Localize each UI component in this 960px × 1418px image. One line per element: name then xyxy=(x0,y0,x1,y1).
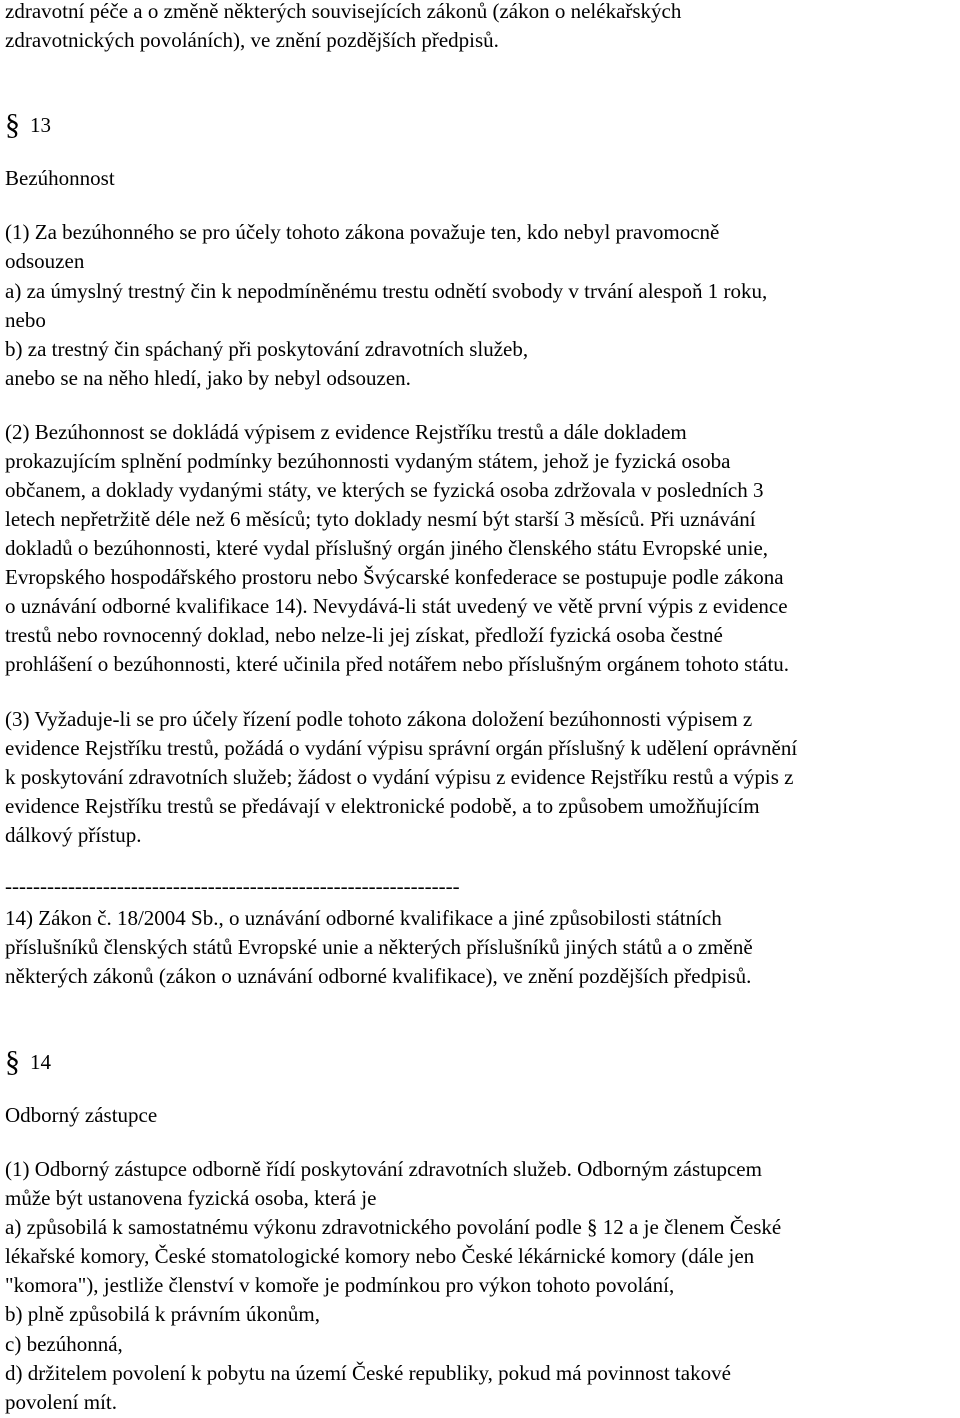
paragraph-line: "komora"), jestliže členství v komoře je podmínkou pro výkon tohoto povolání, xyxy=(5,1273,675,1297)
paragraph-line: d) držitelem povolení k pobytu na území České republiky, pokud má povinnost takové xyxy=(5,1361,731,1385)
paragraph-line: dokladů o bezúhonnosti, které vydal příslušný orgán jiného členského státu Evropské unie, xyxy=(5,536,769,560)
section-13-title: Bezúhonnost xyxy=(5,166,115,190)
paragraph-line: trestů nebo rovnocenný doklad, nebo nelze-li jej získat, předloží fyzická osoba čestné xyxy=(5,623,723,647)
paragraph-line: evidence Rejstříku trestů, požádá o vydání výpisu správní orgán příslušný k udělení oprávnění xyxy=(5,736,798,760)
paragraph-line: lékařské komory, České stomatologické komory nebo České lékárnické komory (dále jen xyxy=(5,1244,755,1268)
paragraph-line: (2) Bezúhonnost se dokládá výpisem z evidence Rejstříku trestů a dále dokladem xyxy=(5,420,687,444)
footnote-separator: ----------------------------------------------------------------- xyxy=(5,874,460,898)
paragraph-line: letech nepřetržitě déle než 6 měsíců; tyto doklady nesmí být starší 3 měsíců. Při uznávání xyxy=(5,507,756,531)
paragraph-line: a) za úmyslný trestný čin k nepodmíněnému trestu odnětí svobody v trvání alespoň 1 roku, xyxy=(5,279,768,303)
section-mark: § xyxy=(5,1045,20,1078)
paragraph-line: (1) Za bezúhonného se pro účely tohoto zákona považuje ten, kdo nebyl pravomocně xyxy=(5,220,720,244)
paragraph-line: o uznávání odborné kvalifikace 14). Nevydává-li stát uvedený ve větě první výpis z evidence xyxy=(5,594,788,618)
paragraph-line: anebo se na něho hledí, jako by nebyl odsouzen. xyxy=(5,366,411,390)
paragraph-line: prohlášení o bezúhonnosti, které učinila před notářem nebo příslušným orgánem tohoto státu. xyxy=(5,652,790,676)
paragraph-line: dálkový přístup. xyxy=(5,823,142,847)
paragraph-line: občanem, a doklady vydanými státy, ve kterých se fyzická osoba zdržovala v posledních 3 xyxy=(5,478,764,502)
section-14-title: Odborný zástupce xyxy=(5,1103,158,1127)
paragraph-line: (3) Vyžaduje-li se pro účely řízení podle tohoto zákona doložení bezúhonnosti výpisem z xyxy=(5,707,753,731)
footnote-line: 14) Zákon č. 18/2004 Sb., o uznávání odborné kvalifikace a jiné způsobilosti státních xyxy=(5,906,722,930)
paragraph-line: prokazujícím splnění podmínky bezúhonnosti vydaným státem, jehož je fyzická osoba xyxy=(5,449,731,473)
section-number: 13 xyxy=(30,113,51,137)
paragraph-line: povolení mít. xyxy=(5,1390,117,1414)
section-number: 14 xyxy=(30,1050,51,1074)
section-mark: § xyxy=(5,108,20,141)
paragraph-line: nebo xyxy=(5,308,46,332)
paragraph-line: Evropského hospodářského prostoru nebo Švýcarské konfederace se postupuje podle zákona xyxy=(5,565,784,589)
paragraph-line: může být ustanovena fyzická osoba, která je xyxy=(5,1186,377,1210)
paragraph-line: a) způsobilá k samostatnému výkonu zdravotnického povolání podle § 12 a je členem České xyxy=(5,1215,782,1239)
footnote-line: některých zákonů (zákon o uznávání odborné kvalifikace), ve znění pozdějších předpisů. xyxy=(5,964,752,988)
intro-line: zdravotnických povoláních), ve znění pozdějších předpisů. xyxy=(5,28,499,52)
footnote-line: příslušníků členských států Evropské unie a některých příslušníků jiných států a o změně xyxy=(5,935,753,959)
section-14-heading xyxy=(5,1047,51,1076)
intro-line: zdravotní péče a o změně některých souvisejících zákonů (zákon o nelékařských xyxy=(5,0,682,23)
paragraph-line: c) bezúhonná, xyxy=(5,1332,123,1356)
paragraph-line: (1) Odborný zástupce odborně řídí poskytování zdravotních služeb. Odborným zástupcem xyxy=(5,1157,762,1181)
paragraph-line: b) plně způsobilá k právním úkonům, xyxy=(5,1302,320,1326)
paragraph-line: evidence Rejstříku trestů se předávají v elektronické podobě, a to způsobem umožňujícím xyxy=(5,794,760,818)
paragraph-line: b) za trestný čin spáchaný při poskytování zdravotních služeb, xyxy=(5,337,529,361)
paragraph-line: odsouzen xyxy=(5,249,85,273)
section-13-heading xyxy=(5,110,51,139)
paragraph-line: k poskytování zdravotních služeb; žádost o vydání výpisu z evidence Rejstříku restů a výpis z xyxy=(5,765,794,789)
